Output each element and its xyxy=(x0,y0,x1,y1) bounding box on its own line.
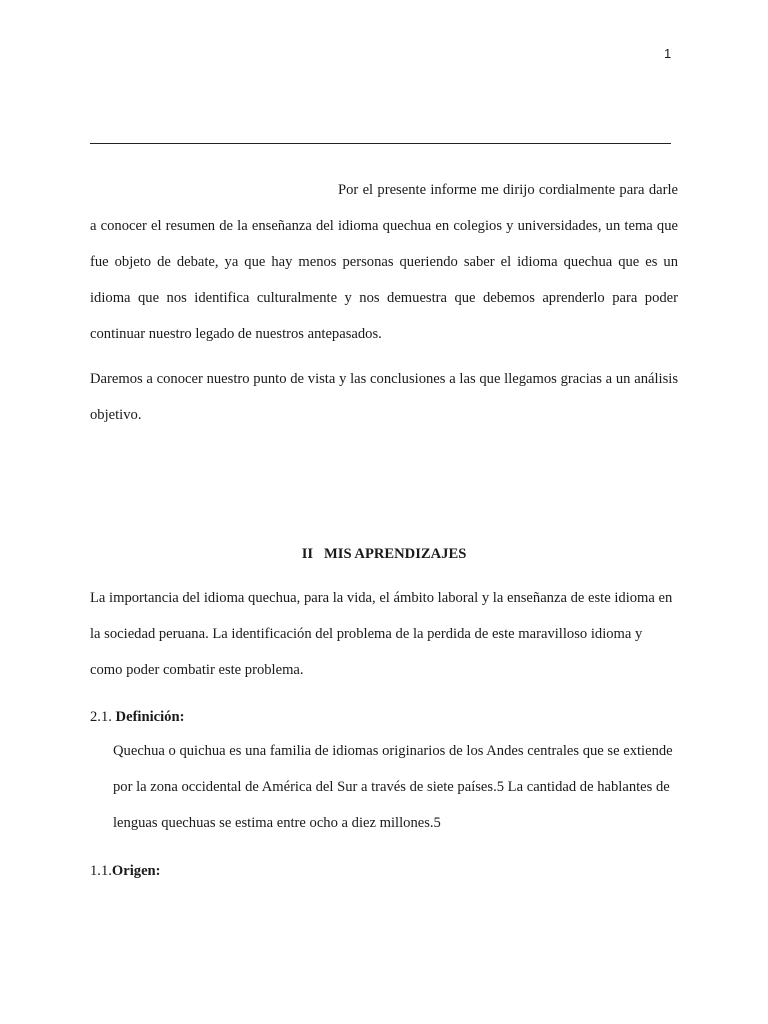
subsection-origen-heading xyxy=(90,853,161,889)
subsection-title: Definición: xyxy=(115,709,185,725)
subsection-number: 1.1. xyxy=(90,863,112,879)
intro-paragraph-2: Daremos a conocer nuestro punto de vista y las conclusiones a las que llegamos gracias a un análisis objetivo. xyxy=(90,371,678,423)
definicion-paragraph: Quechua o quichua es una familia de idiomas originarios de los Andes centrales que se extiende por la zona occidental de América del Sur a través de siete países.5 La cantidad de hablantes de lenguas quechuas se estima entre ocho a diez millones.5 xyxy=(113,743,673,831)
intro-paragraph-1: Por el presente informe me dirijo cordialmente para darle a conocer el resumen de la enseñanza del idioma quechua en colegios y universidades, un tema que fue objeto de debate, ya que hay menos personas queriendo saber el idioma quechua que es un idioma que nos identifica culturalmente y nos demuestra que debemos aprenderlo para poder continuar nuestro legado de nuestros antepasados. xyxy=(90,182,678,342)
subsection-title: Origen: xyxy=(111,863,161,879)
page-number: 1 xyxy=(664,46,672,61)
section-heading: II MIS APRENDIZAJES xyxy=(301,546,467,562)
subsection-definicion-heading xyxy=(90,699,184,735)
section-paragraph: La importancia del idioma quechua, para la vida, el ámbito laboral y la enseñanza de este idioma en la sociedad peruana. La identificación del problema de la perdida de este maravilloso idioma y como poder combatir este problema. xyxy=(90,590,673,678)
horizontal-rule xyxy=(90,143,671,144)
subsection-number: 2.1. xyxy=(90,709,116,725)
